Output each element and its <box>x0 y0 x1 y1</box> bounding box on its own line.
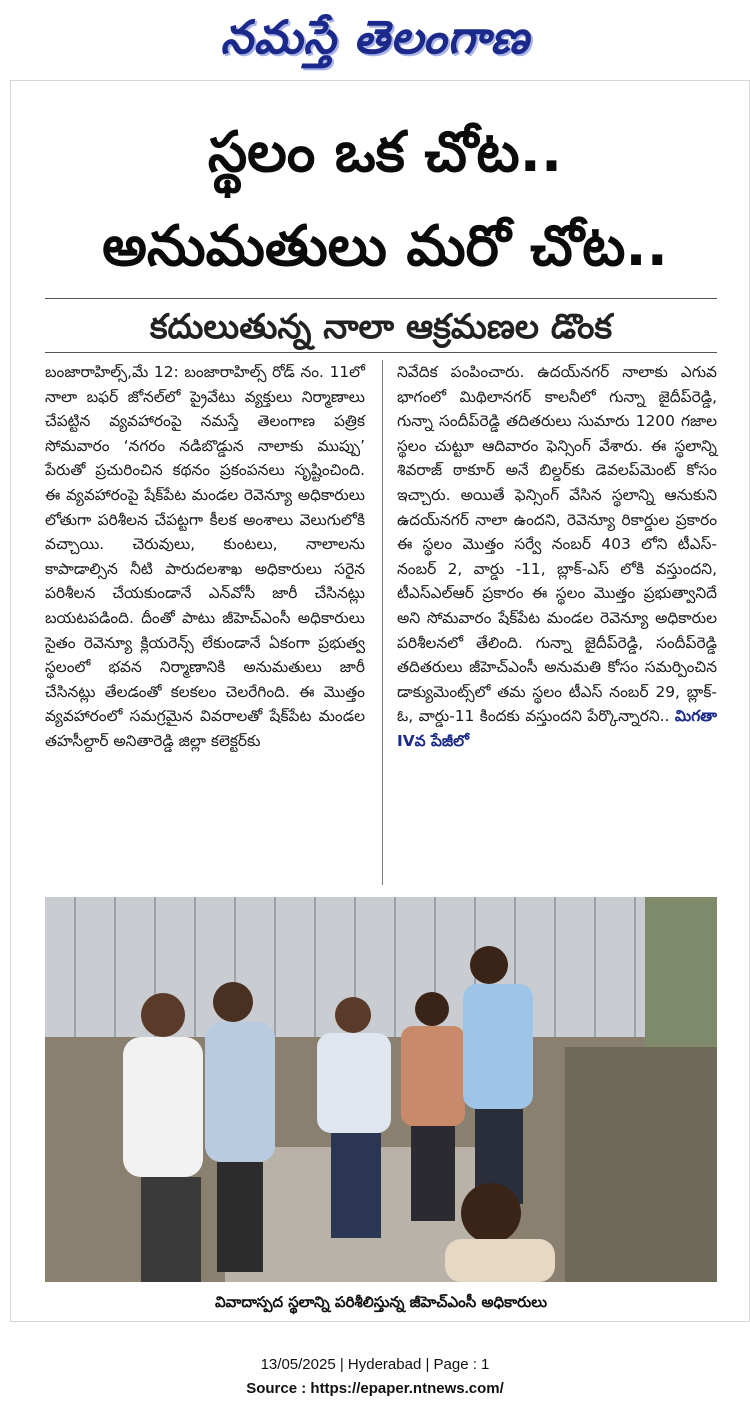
continued-note: మిగతా IVవ పేజీలో <box>397 707 717 750</box>
headline-line-1: స్థలం ఒక చోట.. <box>207 120 563 185</box>
photo-caption: వివాదాస్పద స్థలాన్ని పరిశీలిస్తున్న జీహెచ్‌ఎంసీ అధికారులు <box>214 1293 548 1311</box>
article-text-left: బంజారాహిల్స్,మే 12: బంజారాహిల్స్ రోడ్ నం. 11లో నాలా బఫర్ జోనల్‌లో ప్రైవేటు వ్యక్తులు నిర్మాణాలు చేపట్టిన వ్యవహారంపై నమస్తే తెలంగాణ పత్రిక సోమవారం ‘నగరం నడిబొడ్డున నాలాకు ముప్పు’ పేరుతో ప్రచురించిన కథనం ప్రకంపనలు సృష్టించింది. ఈ వ్యవహారంపై షేక్‌పేట మండల రెవెన్యూ అధికారులు లోతుగా పరిశీలన చేపట్టగా కీలక అంశాలు వెలుగులోకి వచ్చాయి. చెరువులు, కుంటలు, నాలాలను కాపాడాల్సిన నీటి పారుదలశాఖ అధికారులు సరైన పరిశీలన చేయకుండానే ఎన్‌వోసీ జారీ చేసినట్లు బయటపడింది. దీంతో పాటు జీహెచ్‌ఎంసీ అధికారులు సైతం రెవెన్యూ క్లియరెన్స్ లేకుండానే ఏకంగా ప్రభుత్వ స్థలంలో భవన నిర్మాణానికి అనుమతులు జారీ చేసినట్లు తేలడంతో కలకలం చెలరేగింది. ఈ మొత్తం వ్యవహారంలో సమగ్రమైన వివరాలతో షేక్‌పేట మండల తహసీల్దార్ అనితారెడ్డి జిల్లా కలెక్టర్‌కు <box>45 363 365 750</box>
footer-date-line: 13/05/2025 | Hyderabad | Page : 1 <box>260 1356 490 1373</box>
footer-source-line: Source : https://epaper.ntnews.com/ <box>246 1380 504 1397</box>
masthead-title: నమస్తే తెలంగాణ <box>220 10 530 64</box>
article-column-left <box>45 360 365 885</box>
divider <box>45 352 717 353</box>
headline-line-2: అనుమతులు మరో చోట.. <box>102 214 668 279</box>
article-text-right: నివేదిక పంపించారు. ఉదయ్‌నగర్ నాలాకు ఎగువ భాగంలో మిథిలానగర్ కాలనీలో గున్నా జైదీప్‌రెడ్డి, గున్నా సందీప్‌రెడ్డి తదితరులు సుమారు 1200 గజాల స్థలం చుట్టూ ఆదివారం ఫెన్సింగ్ వేశారు. ఈ స్థలాన్ని శివరాజ్ ఠాకూర్ అనే బిల్డర్‌కు డెవలప్‌మెంట్ కోసం ఇచ్చారు. అయితే ఫెన్సింగ్ వేసిన స్థలాన్ని ఆనుకుని ఉదయ్‌నగర్ నాలా ఉందని, రెవెన్యూ రికార్డుల ప్రకారం ఈ స్థలం మొత్తం సర్వే నంబర్ 403 లోని టీఎస్‌-నంబర్ 2, వార్డు -11, బ్లాక్-ఎస్ లోకి వస్తుందని, టీఎస్‌ఎల్‌ఆర్ ప్రకారం ఈ స్థలం మొత్తం ప్రభుత్వానిదే అని సోమవారం షేక్‌పేట మండల రెవెన్యూ అధికారుల పరిశీలనలో తేలింది. గున్నా జైదీప్‌రెడ్డి, సందీప్‌రెడ్డి తదితరులు జీహెచ్‌ఎంసీ అనుమతి కోసం సమర్పించిన డాక్యుమెంట్స్‌లో తమ స్థలం టీఎస్ నంబర్ 29, బ్లాక్-ఓ, వార్డు-11 కిందకు వస్తుందని పేర్కొన్నారని.. <box>397 363 717 726</box>
masthead <box>0 10 750 68</box>
article-column-right <box>397 360 717 885</box>
news-photo <box>45 897 717 1282</box>
subheadline: కదులుతున్న నాలా ఆక్రమణల డొంక <box>149 307 613 347</box>
divider <box>45 298 717 299</box>
column-divider <box>382 360 383 885</box>
photo-illustration <box>45 897 717 1282</box>
